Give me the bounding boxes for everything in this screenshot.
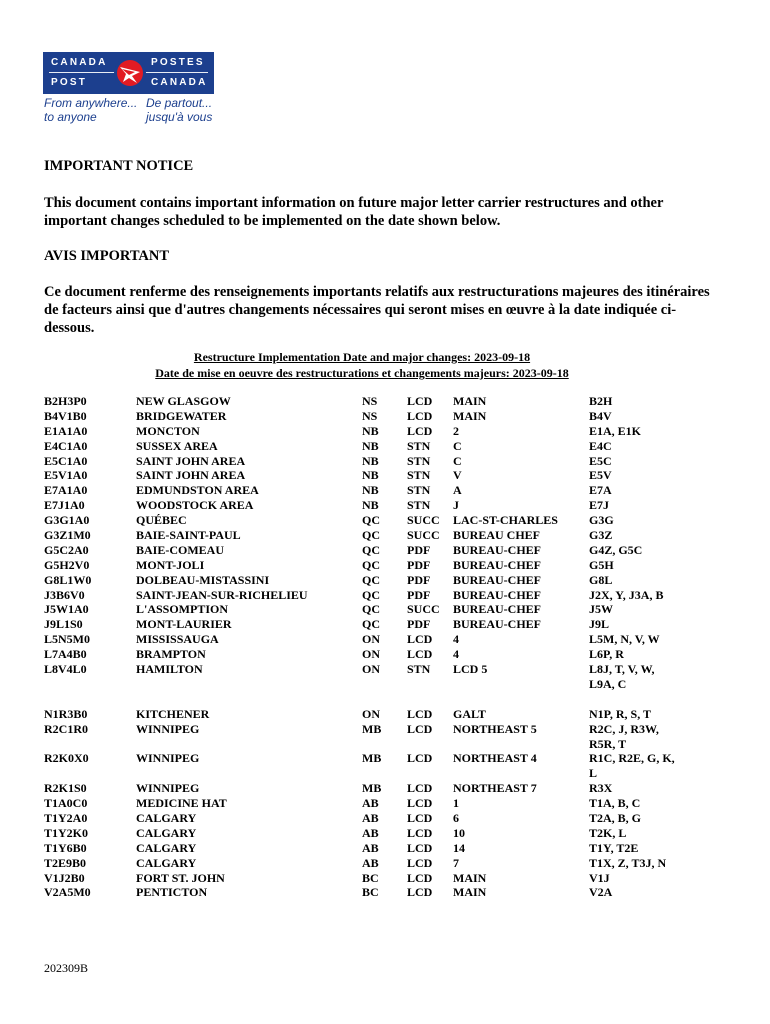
postal-code-cell: R2K1S0 [44, 781, 87, 796]
table-row [44, 632, 744, 647]
postal-code-cell: E5C1A0 [44, 453, 88, 468]
province-cell: NB [362, 468, 379, 483]
office-name-cell: 2 [453, 423, 459, 438]
fsa-cell [589, 439, 699, 454]
table-row [44, 751, 744, 781]
fsa-cell [589, 632, 699, 647]
fsa-line: V2A [589, 885, 613, 900]
city-cell: WOODSTOCK AREA [136, 498, 254, 513]
fsa-line: E7J [589, 498, 610, 513]
fsa-line: T1X, Z, T3J, N [589, 855, 667, 870]
table-row [44, 573, 744, 588]
canada-post-logo [43, 52, 214, 94]
table-row [44, 871, 744, 886]
table-row [44, 647, 744, 662]
postal-code-cell: G8L1W0 [44, 572, 92, 587]
fsa-cell [589, 528, 699, 543]
postal-code-cell: E4C1A0 [44, 438, 88, 453]
office-type-cell: LCD [407, 810, 433, 825]
postal-code-cell: T1Y6B0 [44, 840, 87, 855]
fsa-cell [589, 841, 699, 856]
tagline-fr-line1: De partout... [146, 96, 213, 110]
province-cell: QC [362, 542, 380, 557]
office-name-cell: 4 [453, 632, 459, 647]
office-name-cell: A [453, 483, 462, 498]
fsa-cell [589, 647, 699, 662]
city-cell: EDMUNDSTON AREA [136, 483, 259, 498]
fsa-cell [589, 796, 699, 811]
city-cell: PENTICTON [136, 885, 208, 900]
fsa-cell [589, 722, 699, 752]
postal-code-cell: G3G1A0 [44, 513, 90, 528]
province-cell: QC [362, 587, 380, 602]
office-type-cell: LCD [407, 825, 433, 840]
office-type-cell: SUCC [407, 528, 440, 543]
logo-text-canada-fr: CANADA [151, 77, 208, 88]
fsa-line: G5H [589, 557, 614, 572]
office-name-cell: BUREAU-CHEF [453, 542, 542, 557]
postal-code-cell: T1Y2A0 [44, 810, 88, 825]
fsa-line: E5V [589, 468, 612, 483]
province-cell: QC [362, 513, 380, 528]
city-cell: WINNIPEG [136, 781, 200, 796]
table-row [44, 468, 744, 483]
canada-post-emblem-icon [113, 56, 147, 90]
office-type-cell: SUCC [407, 602, 440, 617]
table-row [44, 617, 744, 632]
fsa-line: E1A, E1K [589, 423, 642, 438]
logo-text-canada: CANADA [51, 57, 108, 68]
postal-code-cell: T1A0C0 [44, 796, 88, 811]
postal-code-cell: R2C1R0 [44, 721, 88, 736]
office-type-cell: LCD [407, 408, 433, 423]
table-row [44, 528, 744, 543]
postal-code-cell: L8V4L0 [44, 662, 87, 677]
table-row [44, 796, 744, 811]
city-cell: CALGARY [136, 855, 197, 870]
document-code: 202309B [44, 961, 89, 975]
office-type-cell: LCD [407, 781, 433, 796]
table-row [44, 513, 744, 528]
fsa-line: T2K, L [589, 825, 627, 840]
tagline-english [44, 96, 137, 124]
office-type-cell: STN [407, 662, 431, 677]
city-cell: SAINT JOHN AREA [136, 468, 246, 483]
office-type-cell: STN [407, 468, 431, 483]
province-cell: AB [362, 810, 379, 825]
office-type-cell: PDF [407, 542, 431, 557]
fsa-cell [589, 409, 699, 424]
fsa-line: G8L [589, 572, 613, 587]
table-row [44, 454, 744, 469]
fsa-cell [589, 543, 699, 558]
city-cell: FORT ST. JOHN [136, 870, 225, 885]
city-cell: BRAMPTON [136, 647, 206, 662]
city-cell: BAIE-SAINT-PAUL [136, 528, 241, 543]
office-name-cell: GALT [453, 706, 486, 721]
office-type-cell: STN [407, 498, 431, 513]
fsa-cell [589, 707, 699, 722]
province-cell: MB [362, 721, 382, 736]
fsa-line: L5M, N, V, W [589, 632, 660, 647]
city-cell: MISSISSAUGA [136, 632, 219, 647]
office-name-cell: BUREAU-CHEF [453, 587, 542, 602]
city-cell: KITCHENER [136, 706, 210, 721]
postal-code-cell: E1A1A0 [44, 423, 88, 438]
office-type-cell: PDF [407, 572, 431, 587]
fsa-line: E4C [589, 438, 612, 453]
fsa-line: E7A [589, 483, 612, 498]
office-name-cell: MAIN [453, 885, 487, 900]
postal-code-cell: E7J1A0 [44, 498, 85, 513]
table-row [44, 558, 744, 573]
fsa-cell [589, 856, 699, 871]
province-cell: ON [362, 632, 380, 647]
fsa-cell [589, 885, 699, 900]
table-row [44, 885, 744, 900]
office-type-cell: LCD [407, 885, 433, 900]
province-cell: QC [362, 602, 380, 617]
postal-code-cell: G3Z1M0 [44, 528, 91, 543]
province-cell: MB [362, 751, 382, 766]
province-cell: QC [362, 617, 380, 632]
office-name-cell: MAIN [453, 870, 487, 885]
province-cell: QC [362, 528, 380, 543]
table-row [44, 498, 744, 513]
postal-code-cell: T2E9B0 [44, 855, 87, 870]
fsa-line: E5C [589, 453, 612, 468]
province-cell: AB [362, 796, 379, 811]
table-row [44, 424, 744, 439]
city-cell: BRIDGEWATER [136, 408, 227, 423]
office-name-cell: C [453, 453, 462, 468]
avis-paragraph: Ce document renferme des renseignements importants relatifs aux restructurations majeures des itinéraires de facteurs ainsi que d'autres changements nécessaires qui seront mises en œuvre à la date indiquée ci-dessous. [44, 284, 710, 336]
office-name-cell: MAIN [453, 394, 487, 408]
office-type-cell: LCD [407, 796, 433, 811]
fsa-line: R3X [589, 781, 613, 796]
postal-code-cell: B4V1B0 [44, 408, 87, 423]
postal-code-cell: J9L1S0 [44, 617, 83, 632]
fsa-line: R2C, J, R3W, [589, 721, 659, 736]
table-row [44, 707, 744, 722]
province-cell: NS [362, 408, 378, 423]
fsa-line: L [589, 766, 598, 781]
notice-heading: IMPORTANT NOTICE [44, 158, 194, 174]
province-cell: NS [362, 394, 378, 408]
fsa-cell [589, 558, 699, 573]
province-cell: AB [362, 825, 379, 840]
fsa-line: G3G [589, 513, 614, 528]
notice-paragraph: This document contains important information on future major letter carrier restructures and other important changes scheduled to be implemented on the date shown below. [44, 195, 664, 229]
fsa-line: L9A, C [589, 676, 627, 691]
office-name-cell: NORTHEAST 4 [453, 751, 537, 766]
office-type-cell: LCD [407, 423, 433, 438]
city-cell: BAIE-COMEAU [136, 542, 225, 557]
fsa-cell [589, 751, 699, 781]
office-name-cell: NORTHEAST 5 [453, 721, 537, 736]
office-name-cell: BUREAU-CHEF [453, 617, 542, 632]
fsa-line: T1Y, T2E [589, 840, 639, 855]
fsa-cell [589, 588, 699, 603]
fsa-line: T1A, B, C [589, 796, 641, 811]
province-cell: NB [362, 483, 379, 498]
office-type-cell: STN [407, 453, 431, 468]
tagline-fr-line2: jusqu'à vous [146, 110, 213, 124]
office-name-cell: LCD 5 [453, 662, 488, 677]
postal-code-cell: E7A1A0 [44, 483, 88, 498]
fsa-line: T2A, B, G [589, 810, 642, 825]
city-cell: CALGARY [136, 825, 197, 840]
office-type-cell: STN [407, 483, 431, 498]
fsa-line: L6P, R [589, 647, 624, 662]
fsa-cell [589, 662, 699, 692]
fsa-cell [589, 498, 699, 513]
postal-code-cell: J5W1A0 [44, 602, 89, 617]
table-row [44, 394, 744, 409]
tagline-french [146, 96, 212, 124]
fsa-cell [589, 871, 699, 886]
fsa-cell [589, 424, 699, 439]
postal-code-cell: L7A4B0 [44, 647, 87, 662]
province-cell: BC [362, 870, 379, 885]
office-name-cell: 6 [453, 810, 459, 825]
table-row [44, 781, 744, 796]
city-cell: CALGARY [136, 810, 197, 825]
office-name-cell: BUREAU-CHEF [453, 557, 542, 572]
table-row [44, 722, 744, 752]
office-type-cell: SUCC [407, 513, 440, 528]
province-cell: NB [362, 453, 379, 468]
postal-code-cell: B2H3P0 [44, 394, 87, 408]
fsa-line: J2X, Y, J3A, B [589, 587, 664, 602]
city-cell: L'ASSOMPTION [136, 602, 229, 617]
office-type-cell: LCD [407, 721, 433, 736]
office-type-cell: LCD [407, 394, 433, 408]
province-cell: NB [362, 438, 379, 453]
office-name-cell: 10 [453, 825, 465, 840]
province-cell: AB [362, 855, 379, 870]
fsa-cell [589, 617, 699, 632]
postal-code-cell: G5H2V0 [44, 557, 90, 572]
office-name-cell: BUREAU-CHEF [453, 572, 542, 587]
city-cell: WINNIPEG [136, 721, 200, 736]
logo-text-post: POST [51, 77, 88, 88]
office-name-cell: 1 [453, 796, 459, 811]
table-row [44, 856, 744, 871]
fsa-cell [589, 602, 699, 617]
fsa-cell [589, 573, 699, 588]
office-name-cell: MAIN [453, 408, 487, 423]
office-type-cell: LCD [407, 840, 433, 855]
province-cell: NB [362, 423, 379, 438]
table-row [44, 409, 744, 424]
postal-code-cell: T1Y2K0 [44, 825, 89, 840]
table-row [44, 483, 744, 498]
fsa-line: L8J, T, V, W, [589, 662, 655, 677]
avis-heading: AVIS IMPORTANT [44, 248, 170, 264]
fsa-cell [589, 468, 699, 483]
province-cell: QC [362, 572, 380, 587]
fsa-line: G4Z, G5C [589, 542, 643, 557]
office-name-cell: LAC-ST-CHARLES [453, 513, 558, 528]
city-cell: MONT-LAURIER [136, 617, 232, 632]
office-name-cell: J [453, 498, 459, 513]
office-name-cell: BUREAU CHEF [453, 528, 541, 543]
city-cell: MONCTON [136, 423, 200, 438]
province-cell: AB [362, 840, 379, 855]
office-name-cell: V [453, 468, 462, 483]
table-row [44, 826, 744, 841]
tagline-en-line1: From anywhere... [44, 96, 138, 110]
province-cell: NB [362, 498, 379, 513]
fsa-line: R1C, R2E, G, K, [589, 751, 675, 766]
table-subtitle-french: Date de mise en oeuvre des restructurations et changements majeurs: 2023-09-18 [155, 366, 569, 380]
table-row [44, 841, 744, 856]
fsa-line: B4V [589, 408, 612, 423]
restructure-table [44, 394, 744, 900]
office-type-cell: LCD [407, 706, 433, 721]
fsa-cell [589, 781, 699, 796]
city-cell: MONT-JOLI [136, 557, 205, 572]
table-row [44, 543, 744, 558]
postal-code-cell: R2K0X0 [44, 751, 89, 766]
fsa-cell [589, 811, 699, 826]
city-cell: WINNIPEG [136, 751, 200, 766]
province-cell: QC [362, 557, 380, 572]
fsa-line: R5R, T [589, 736, 627, 751]
office-name-cell: 14 [453, 840, 465, 855]
office-type-cell: STN [407, 438, 431, 453]
city-cell: SAINT-JEAN-SUR-RICHELIEU [136, 587, 308, 602]
province-cell: MB [362, 781, 382, 796]
office-name-cell: 7 [453, 855, 459, 870]
city-cell: QUÉBEC [136, 513, 187, 528]
city-cell: NEW GLASGOW [136, 394, 231, 408]
postal-code-cell: J3B6V0 [44, 587, 85, 602]
table-subtitle-english: Restructure Implementation Date and major changes: 2023-09-18 [193, 350, 531, 364]
office-type-cell: LCD [407, 632, 433, 647]
postal-code-cell: N1R3B0 [44, 706, 88, 721]
table-row [44, 602, 744, 617]
province-cell: BC [362, 885, 379, 900]
table-row [44, 439, 744, 454]
office-type-cell: PDF [407, 557, 431, 572]
office-name-cell: 4 [453, 647, 459, 662]
office-type-cell: LCD [407, 647, 433, 662]
table-row [44, 811, 744, 826]
fsa-cell [589, 826, 699, 841]
postal-code-cell: G5C2A0 [44, 542, 89, 557]
table-row [44, 662, 744, 707]
fsa-cell [589, 483, 699, 498]
postal-code-cell: V2A5M0 [44, 885, 91, 900]
fsa-line: J5W [589, 602, 613, 617]
office-type-cell: LCD [407, 751, 433, 766]
office-type-cell: PDF [407, 587, 431, 602]
postal-code-cell: E5V1A0 [44, 468, 88, 483]
postal-code-cell: L5N5M0 [44, 632, 90, 647]
city-cell: MEDICINE HAT [136, 796, 227, 811]
fsa-line: V1J [589, 870, 610, 885]
fsa-cell [589, 513, 699, 528]
fsa-line: J9L [589, 617, 610, 632]
table-row [44, 588, 744, 603]
city-cell: DOLBEAU-MISTASSINI [136, 572, 270, 587]
office-name-cell: C [453, 438, 462, 453]
city-cell: SAINT JOHN AREA [136, 453, 246, 468]
fsa-line: B2H [589, 394, 613, 408]
office-type-cell: LCD [407, 855, 433, 870]
province-cell: ON [362, 706, 380, 721]
city-cell: SUSSEX AREA [136, 438, 218, 453]
province-cell: ON [362, 662, 380, 677]
city-cell: CALGARY [136, 840, 197, 855]
fsa-line: G3Z [589, 528, 613, 543]
fsa-line: N1P, R, S, T [589, 706, 652, 721]
fsa-cell [589, 454, 699, 469]
office-type-cell: LCD [407, 870, 433, 885]
office-type-cell: PDF [407, 617, 431, 632]
logo-text-postes: POSTES [151, 57, 205, 68]
postal-code-cell: V1J2B0 [44, 870, 85, 885]
tagline-en-line2: to anyone [44, 110, 97, 124]
office-name-cell: NORTHEAST 7 [453, 781, 537, 796]
province-cell: ON [362, 647, 380, 662]
fsa-cell [589, 394, 699, 409]
city-cell: HAMILTON [136, 662, 203, 677]
office-name-cell: BUREAU-CHEF [453, 602, 542, 617]
